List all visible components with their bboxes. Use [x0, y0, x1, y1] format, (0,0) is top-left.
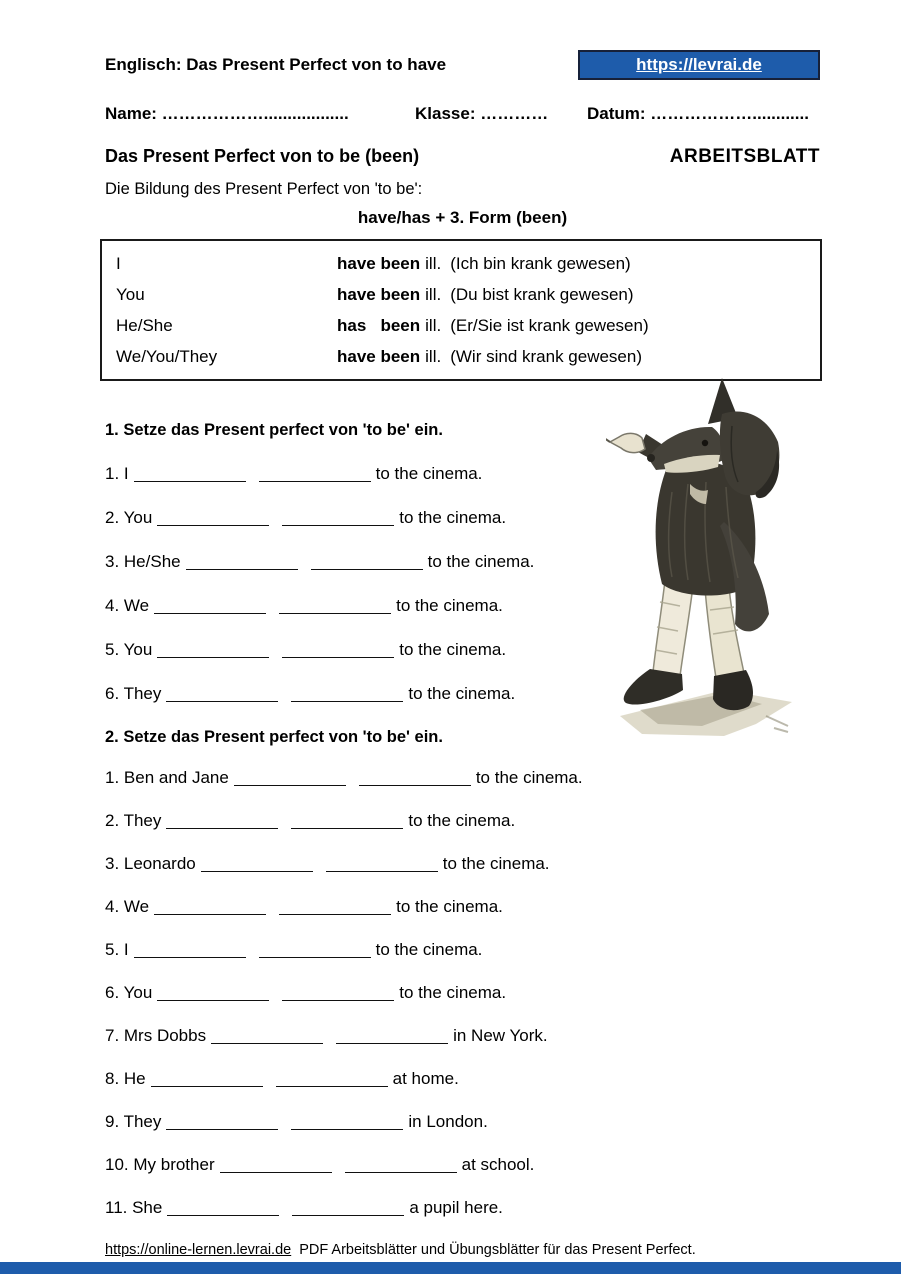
answer-blank: [166, 689, 278, 702]
answer-blank: [186, 557, 298, 570]
page-title: Das Present Perfect von to be (been): [105, 146, 420, 166]
answer-blank: [220, 1160, 332, 1173]
answer-blank: [154, 601, 266, 614]
exercise-item: 6. They to the cinema.: [105, 684, 516, 703]
answer-blank: [259, 469, 371, 482]
answer-blank: [292, 1203, 404, 1216]
footer-line1: [105, 1241, 820, 1260]
klasse-field: Klasse: …………: [415, 104, 549, 123]
exercise-item: 4. We to the cinema.: [105, 596, 503, 615]
exercise-item: 2. You to the cinema.: [105, 508, 507, 527]
answer-blank: [279, 902, 391, 915]
fox-gentleman-illustration: [606, 372, 802, 754]
datum-field: Datum: ………………............: [587, 104, 809, 123]
answer-blank: [345, 1160, 457, 1173]
example-subject: We/You/They: [116, 346, 218, 366]
course-title: Englisch: Das Present Perfect von to have: [105, 55, 447, 74]
page-header: [105, 50, 820, 80]
answer-blank: [234, 773, 346, 786]
answer-blank: [211, 1031, 323, 1044]
exercise-item: 8. He at home.: [105, 1069, 459, 1088]
exercise-item: 5. I to the cinema.: [105, 940, 483, 959]
example-sentence: have been ill. (Ich bin krank gewesen): [337, 253, 631, 273]
formula-text: have/has + 3. Form (been): [357, 208, 568, 227]
answer-blank: [201, 859, 313, 872]
intro-text: Die Bildung des Present Perfect von 'to be':: [105, 180, 423, 198]
footer-link[interactable]: https://online-lernen.levrai.de: [105, 1242, 292, 1258]
answer-blank: [166, 816, 278, 829]
exercise-item: 3. He/She to the cinema.: [105, 552, 535, 571]
answer-blank: [157, 513, 269, 526]
exercise1-heading: 1. Setze das Present perfect von 'to be' ein.: [105, 421, 443, 439]
footer-line1-text: PDF Arbeitsblätter und Übungsblätter für das Present Perfect.: [299, 1242, 696, 1258]
answer-blank: [154, 902, 266, 915]
answer-blank: [291, 1117, 403, 1130]
exercise-item: 2. They to the cinema.: [105, 811, 516, 830]
exercise-item: 11. She a pupil here.: [105, 1198, 503, 1217]
exercise2-heading: 2. Setze das Present perfect von 'to be' ein.: [105, 728, 443, 746]
exercise-item: 7. Mrs Dobbs in New York.: [105, 1026, 548, 1045]
arbeitsblatt-badge: ARBEITSBLATT: [669, 146, 820, 167]
example-subject: You: [116, 284, 145, 304]
exercise-item: 5. You to the cinema.: [105, 640, 507, 659]
example-table: [100, 239, 822, 381]
answer-blank: [282, 988, 394, 1001]
levrai-link-box: [578, 50, 820, 80]
example-sentence: has been ill. (Er/Sie ist krank gewesen): [337, 315, 649, 335]
exercise-item: 1. I to the cinema.: [105, 464, 483, 483]
answer-blank: [291, 689, 403, 702]
answer-blank: [259, 945, 371, 958]
example-row: [102, 279, 820, 310]
example-row: [102, 248, 820, 279]
exercise-item: 3. Leonardo to the cinema.: [105, 854, 550, 873]
example-subject: He/She: [116, 315, 173, 335]
name-field: Name: ………………..................: [105, 104, 349, 123]
example-subject: I: [116, 253, 121, 273]
answer-blank: [282, 513, 394, 526]
answer-blank: [276, 1074, 388, 1087]
exercise-item: 1. Ben and Jane to the cinema.: [105, 768, 583, 787]
answer-blank: [134, 945, 246, 958]
answer-blank: [291, 816, 403, 829]
answer-blank: [166, 1117, 278, 1130]
answer-blank: [151, 1074, 263, 1087]
exercise-item: 4. We to the cinema.: [105, 897, 503, 916]
answer-blank: [167, 1203, 279, 1216]
footer-accent-bar: [0, 1262, 901, 1274]
answer-blank: [326, 859, 438, 872]
answer-blank: [157, 645, 269, 658]
exercise-item: 9. They in London.: [105, 1112, 488, 1131]
exercise-item: 10. My brother at school.: [105, 1155, 535, 1174]
answer-blank: [157, 988, 269, 1001]
levrai-link[interactable]: https://levrai.de: [636, 55, 762, 74]
answer-blank: [311, 557, 423, 570]
example-sentence: have been ill. (Wir sind krank gewesen): [337, 346, 642, 366]
answer-blank: [279, 601, 391, 614]
example-row: [102, 341, 820, 372]
answer-blank: [282, 645, 394, 658]
example-row: [102, 310, 820, 341]
answer-blank: [336, 1031, 448, 1044]
answer-blank: [359, 773, 471, 786]
title-row: [105, 146, 820, 168]
exercise-item: 6. You to the cinema.: [105, 983, 507, 1002]
answer-blank: [134, 469, 246, 482]
student-fields-row: [105, 104, 820, 124]
example-sentence: have been ill. (Du bist krank gewesen): [337, 284, 634, 304]
